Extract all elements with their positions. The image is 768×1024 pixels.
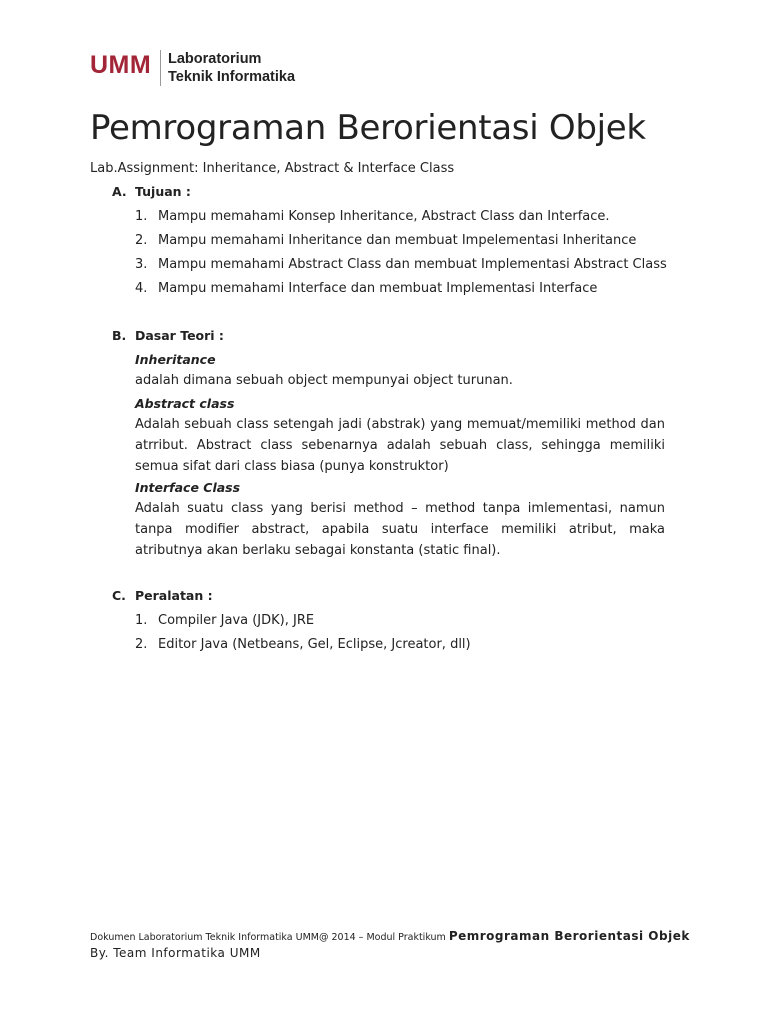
term-heading: Abstract class: [135, 396, 235, 411]
list-number: 2.: [135, 233, 148, 248]
term-heading: Interface Class: [135, 480, 241, 495]
section-b-marker: B.: [112, 328, 127, 343]
list-item: Mampu memahami Interface dan membuat Implementasi Interface: [158, 281, 598, 296]
page-title: Pemrograman Berorientasi Objek: [90, 108, 646, 148]
list-item: Compiler Java (JDK), JRE: [158, 613, 315, 628]
list-item: Mampu memahami Inheritance dan membuat Impelementasi Inheritance: [158, 233, 637, 248]
logo-divider: [160, 50, 161, 86]
list-number: 2.: [135, 637, 148, 652]
section-c-heading: Peralatan :: [135, 588, 213, 603]
term-heading: Inheritance: [135, 352, 216, 367]
list-item: Editor Java (Netbeans, Gel, Eclipse, Jcreator, dll): [158, 637, 471, 652]
lab-name: [168, 50, 295, 86]
umm-logo: UMM: [90, 51, 152, 79]
list-number: 1.: [135, 209, 148, 224]
section-b-heading: Dasar Teori :: [135, 328, 224, 343]
footer-prefix: Dokumen Laboratorium Teknik Informatika UMM@ 2014 – Modul Praktikum: [90, 932, 449, 943]
lab-line2: Teknik Informatika: [168, 69, 296, 85]
footer-module-title: Pemrograman Berorientasi Objek: [448, 929, 690, 943]
subtitle: Lab.Assignment: Inheritance, Abstract & Interface Class: [90, 161, 455, 176]
term-definition: adalah dimana sebuah object mempunyai object turunan.: [135, 373, 513, 388]
list-number: 4.: [135, 281, 148, 296]
section-a-marker: A.: [112, 184, 127, 199]
term-definition: Adalah sebuah class setengah jadi (abstrak) yang memuat/memiliki method dan atrribut. Abstract class sebenarnya adalah sebuah class, sehingga memiliki semua sifat dari class biasa (punya konstruktor): [135, 417, 665, 474]
section-c-marker: C.: [112, 588, 126, 603]
list-item: Mampu memahami Abstract Class dan membuat Implementasi Abstract Class: [158, 257, 667, 272]
list-number: 1.: [135, 613, 148, 628]
footer-line: [90, 929, 690, 943]
section-a-heading: Tujuan :: [135, 184, 191, 199]
list-item: Mampu memahami Konsep Inheritance, Abstract Class dan Interface.: [158, 209, 610, 224]
term-definition: Adalah suatu class yang berisi method – method tanpa imlementasi, namun tanpa modifier abstract, apabila suatu interface memiliki atribut, maka atributnya akan berlaku sebagai konstanta (static final).: [135, 501, 665, 558]
list-number: 3.: [135, 257, 148, 272]
lab-line1: Laboratorium: [168, 51, 262, 67]
footer-credit: By. Team Informatika UMM: [90, 946, 261, 960]
